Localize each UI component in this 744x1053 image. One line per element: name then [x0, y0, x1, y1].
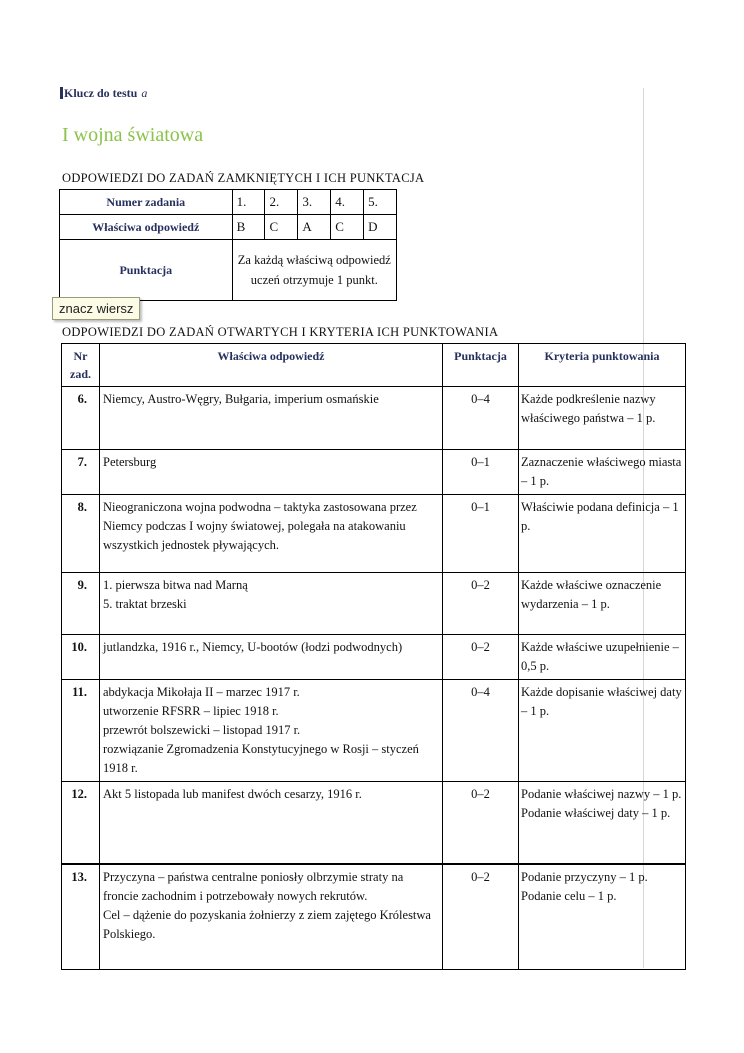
- answer-line: 5. traktat brzeski: [103, 597, 187, 611]
- answer-cell: B: [232, 215, 265, 240]
- task-criteria: Właściwie podana definicja – 1 p.: [519, 495, 686, 573]
- criteria-line: Podanie przyczyny – 1 p.: [521, 869, 648, 884]
- task-points: 0–4: [443, 387, 519, 450]
- table-row: [60, 190, 397, 215]
- table-row: [62, 450, 686, 495]
- closed-section-title: ODPOWIEDZI DO ZADAŃ ZAMKNIĘTYCH I ICH PUNKTACJA: [62, 171, 425, 185]
- table-row: [62, 495, 686, 573]
- task-answer: [100, 573, 443, 635]
- task-nr: 9.: [62, 573, 100, 635]
- header-criteria: Kryteria punktowania: [519, 344, 686, 387]
- task-answer: [100, 680, 443, 782]
- task-answer: Petersburg: [100, 450, 443, 495]
- mark-row-tooltip[interactable]: znacz wiersz: [52, 297, 140, 320]
- table-header-row: [62, 344, 686, 387]
- table-row: [62, 387, 686, 450]
- task-nr: 13.: [62, 864, 100, 970]
- header-nr: Nr zad.: [62, 344, 100, 387]
- criteria-line: Podanie właściwej nazwy – 1 p.: [521, 787, 682, 801]
- answer-cell: C: [331, 215, 364, 240]
- answer-line: utworzenie RFSRR – lipiec 1918 r.: [103, 704, 279, 718]
- answer-line: Cel – dążenie do pozyskania żołnierzy z ziem zajętego Królestwa Polskiego.: [103, 907, 431, 941]
- answer-key-header: [60, 86, 147, 101]
- criteria-line: Podanie właściwej daty – 1 p.: [521, 806, 671, 820]
- row-points-label: Punktacja: [60, 240, 233, 301]
- row-answer-label: Właściwa odpowiedź: [60, 215, 233, 240]
- task-points: 0–2: [443, 573, 519, 635]
- task-points: 0–1: [443, 495, 519, 573]
- table-row: [60, 215, 397, 240]
- header-answer: Właściwa odpowiedź: [100, 344, 443, 387]
- answer-line: Przyczyna – państwa centralne poniosły olbrzymie straty na froncie zachodnim i potrzebowały nowych rekrutów.: [103, 869, 404, 903]
- task-nr: 7.: [62, 450, 100, 495]
- closed-answers-table: [59, 189, 397, 301]
- header-points: Punktacja: [443, 344, 519, 387]
- answer-cell: D: [364, 215, 397, 240]
- open-section-title: ODPOWIEDZI DO ZADAŃ OTWARTYCH I KRYTERIA ICH PUNKTOWANIA: [62, 325, 499, 339]
- task-points: 0–2: [443, 782, 519, 864]
- task-criteria: Każde właściwe uzupełnienie – 0,5 p.: [519, 635, 686, 680]
- task-criteria: Każde właściwe oznaczenie wydarzenia – 1 p.: [519, 573, 686, 635]
- open-answers-table: [61, 343, 686, 970]
- table-row: [60, 240, 397, 301]
- text-cursor: [60, 87, 63, 99]
- task-answer: Nieograniczona wojna podwodna – taktyka zastosowana przez Niemcy podczas I wojny światowej, polegała na atakowaniu wszystkich jednostek pływających.: [100, 495, 443, 573]
- task-number: 2.: [265, 190, 298, 215]
- task-criteria: [519, 782, 686, 864]
- task-number: 5.: [364, 190, 397, 215]
- table-row: [62, 782, 686, 864]
- answer-line: przewrót bolszewicki – listopad 1917 r.: [103, 723, 301, 737]
- task-points: 0–4: [443, 680, 519, 782]
- task-points: 0–2: [443, 635, 519, 680]
- table-row: [62, 680, 686, 782]
- task-number: 1.: [232, 190, 265, 215]
- task-nr: 8.: [62, 495, 100, 573]
- task-nr: 11.: [62, 680, 100, 782]
- task-criteria: Każde dopisanie właściwej daty – 1 p.: [519, 680, 686, 782]
- task-answer: Niemcy, Austro-Węgry, Bułgaria, imperium osmańskie: [100, 387, 443, 450]
- task-nr: 10.: [62, 635, 100, 680]
- test-variant: a: [141, 86, 148, 100]
- row-task-label: Numer zadania: [60, 190, 233, 215]
- task-points: 0–1: [443, 450, 519, 495]
- answer-line: 1. pierwsza bitwa nad Marną: [103, 578, 248, 592]
- task-points: 0–2: [443, 864, 519, 970]
- task-nr: 12.: [62, 782, 100, 864]
- answer-cell: A: [298, 215, 331, 240]
- key-title: Klucz do testu: [64, 86, 138, 100]
- task-criteria: [519, 864, 686, 970]
- answer-line: abdykacja Mikołaja II – marzec 1917 r.: [103, 685, 300, 699]
- task-number: 4.: [331, 190, 364, 215]
- table-row: [62, 864, 686, 970]
- task-answer: Akt 5 listopada lub manifest dwóch cesarzy, 1916 r.: [100, 782, 443, 864]
- task-answer: jutlandzka, 1916 r., Niemcy, U-bootów (łodzi podwodnych): [100, 635, 443, 680]
- answer-cell: C: [265, 215, 298, 240]
- criteria-line: Podanie celu – 1 p.: [521, 888, 617, 903]
- task-answer: [100, 864, 443, 970]
- task-number: 3.: [298, 190, 331, 215]
- task-criteria: Zaznaczenie właściwego miasta – 1 p.: [519, 450, 686, 495]
- points-rule: Za każdą właściwą odpowiedź uczeń otrzymuje 1 punkt.: [232, 240, 396, 301]
- answer-line: rozwiązanie Zgromadzenia Konstytucyjnego w Rosji – styczeń 1918 r.: [103, 742, 419, 775]
- topic-title: I wojna światowa: [62, 124, 204, 146]
- task-nr: 6.: [62, 387, 100, 450]
- table-row: [62, 635, 686, 680]
- task-criteria: Każde podkreślenie nazwy właściwego państwa – 1 p.: [519, 387, 686, 450]
- table-row: [62, 573, 686, 635]
